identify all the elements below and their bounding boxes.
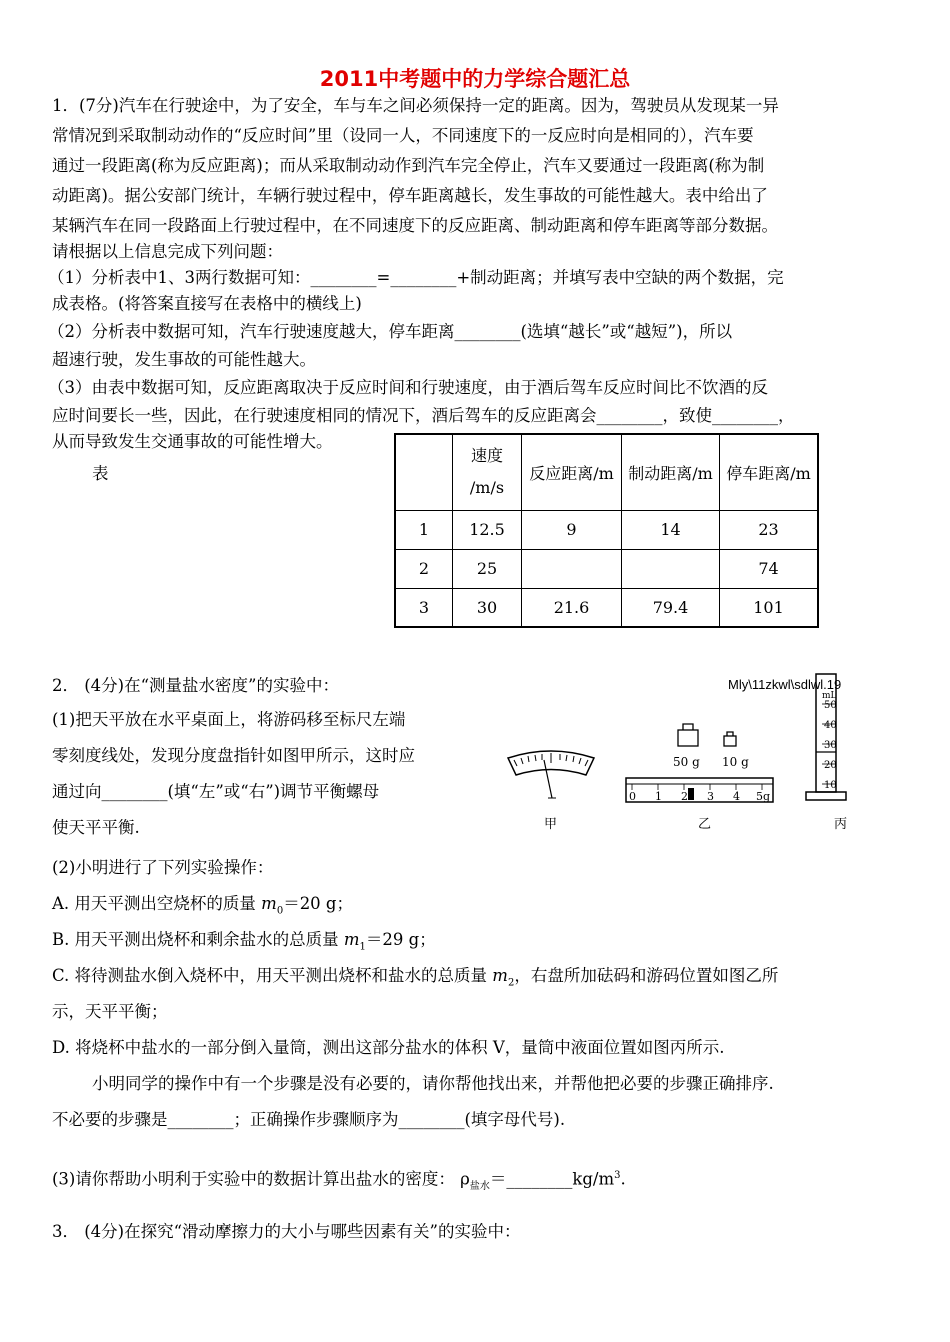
table-header-speed (453, 434, 522, 510)
q1-line: （1）分析表中1、3两行数据可知：________=________+制动距离；并填写表中空缺的两个数据，完 (48, 268, 784, 287)
q2-para: 不必要的步骤是________；正确操作步骤顺序为________(填字母代号). (52, 1110, 566, 1129)
scale-tick: 0 (629, 790, 636, 803)
q2-line: 通过向________(填“左”或“右”)调节平衡螺母 (52, 782, 380, 801)
scale-tick: 1 (655, 790, 662, 803)
table-row (395, 549, 818, 588)
scale-tick: 2 (681, 790, 688, 803)
q1-line: （2）分析表中数据可知，汽车行驶速度越大，停车距离________(选填“越长”或“越短”)，所以 (48, 322, 733, 341)
var-sub: 2 (507, 977, 515, 989)
q2-line: (2)小明进行了下列实验操作： (52, 858, 274, 877)
cylinder-unit: mL (822, 691, 837, 701)
data-table (394, 433, 819, 628)
balance-figure (500, 672, 890, 837)
scale-tick: 4 (733, 790, 740, 803)
table-row (395, 510, 818, 549)
table-header: 制动距离/m (622, 434, 720, 510)
q1-line: 通过一段距离(称为反应距离)；而从采取制动动作到汽车完全停止，汽车又要通过一段距离(称为制 (52, 156, 765, 175)
table-cell: 2 (395, 549, 453, 588)
q1-line: 从而导致发生交通事故的可能性增大。 (52, 432, 333, 451)
option-c-cont: 示，天平平衡； (52, 1002, 168, 1021)
var-m: m (261, 894, 277, 913)
table-cell: 23 (720, 510, 819, 549)
option-text: ＝29 g； (365, 930, 436, 949)
dial-figure (508, 751, 594, 798)
formula-text: ＝________kg/m (489, 1169, 615, 1189)
q1-line: 某辆汽车在同一段路面上行驶过程中，在不同速度下的反应距离、制动距离和停车距离等部分数据。 (52, 216, 778, 235)
table-header: 反应距离/m (522, 434, 622, 510)
figure-label: 甲 (544, 817, 558, 832)
option-b (52, 930, 436, 957)
weight-50g (678, 730, 698, 746)
cylinder-tick: 10 (824, 780, 837, 791)
table-cell: 74 (720, 549, 819, 588)
weight-10g (724, 736, 736, 746)
q2-line: 使天平平衡. (52, 818, 140, 837)
q2-intro: 2． (4分)在“测量盐水密度”的实验中： (52, 676, 339, 695)
var-m: m (492, 966, 508, 985)
question-3: 3． (4分)在探究“滑动摩擦力的大小与哪些因素有关”的实验中： (52, 1222, 521, 1241)
table-cell: 21.6 (522, 588, 622, 627)
weight-label: 50 g (673, 755, 700, 769)
table-header (395, 434, 453, 510)
table-header-text: 速度 (470, 446, 503, 466)
q1-line: 应时间要长一些，因此，在行驶速度相同的情况下，酒后驾车的反应距离会________，致使________， (52, 406, 795, 425)
option-text: C. 将待测盐水倒入烧杯中，用天平测出烧杯和盐水的总质量 (52, 966, 493, 985)
option-text: ，右盘所加砝码和游码位置如图乙所 (514, 966, 779, 985)
q2-p3 (52, 1166, 626, 1197)
q2-para: 小明同学的操作中有一个步骤是没有必要的，请你帮他找出来，并帮他把必要的步骤正确排序. (92, 1074, 774, 1093)
q2-line: (1)把天平放在水平桌面上，将游码移至标尺左端 (52, 710, 406, 729)
table-cell: 79.4 (622, 588, 720, 627)
table-cell: 14 (622, 510, 720, 549)
table-row (395, 588, 818, 627)
q1-line: 请根据以上信息完成下列问题： (52, 242, 283, 261)
table-cell: 12.5 (453, 510, 522, 549)
weight-label: 10 g (722, 755, 749, 769)
scale-tick: 5g (756, 790, 771, 803)
dial-needle (544, 760, 552, 798)
var-sub: 0 (276, 905, 284, 917)
table-cell-blank[interactable] (622, 549, 720, 588)
option-text: B. 用天平测出烧杯和剩余盐水的总质量 (52, 930, 344, 949)
weights-figure (626, 724, 773, 803)
table-cell: 101 (720, 588, 819, 627)
option-c (52, 966, 778, 993)
q1-line: 1．(7分)汽车在行驶途中，为了安全，车与车之间必须保持一定的距离。因为，驾驶员从发现某一异 (52, 96, 779, 115)
formula-text: . (620, 1169, 626, 1189)
q1-line: 动距离)。据公安部门统计，车辆行驶过程中，停车距离越长，发生事故的可能性越大。表中给出了 (52, 186, 768, 205)
rider-marker (688, 788, 694, 800)
option-text: A. 用天平测出空烧杯的质量 (52, 894, 262, 913)
cylinder-tick: 50 (824, 700, 837, 711)
table-label: 表 (92, 464, 109, 483)
option-text: ＝20 g； (283, 894, 353, 913)
formula-sub: 盐水 (469, 1180, 490, 1192)
scale-tick: 3 (707, 790, 714, 803)
page-title: 2011中考题中的力学综合题汇总 (319, 67, 631, 91)
q2-line: 零刻度线处，发现分度盘指针如图甲所示，这时应 (52, 746, 415, 765)
cylinder-tick: 40 (824, 720, 837, 731)
var-m: m (343, 930, 360, 949)
table-cell: 3 (395, 588, 453, 627)
table-header-unit: /m/s (469, 478, 505, 498)
cylinder-figure (806, 674, 846, 800)
table-cell: 25 (453, 549, 522, 588)
watermark-text: Mly\11zkwl\sdlwl.19 (728, 677, 842, 692)
q1-line: 成表格。(将答案直接写在表格中的横线上) (52, 294, 362, 313)
var-sub: 1 (359, 941, 366, 953)
table-cell-blank[interactable] (522, 549, 622, 588)
rider-scale (626, 778, 773, 802)
table-header: 停车距离/m (720, 434, 819, 510)
cylinder-tick: 20 (824, 760, 837, 771)
formula-text: (3)请你帮助小明利于实验中的数据计算出盐水的密度： ρ (52, 1169, 470, 1189)
formula-sup: 3 (614, 1170, 621, 1181)
option-a (52, 894, 353, 921)
option-d: D. 将烧杯中盐水的一部分倒入量筒，测出这部分盐水的体积 V，量筒中液面位置如图丙所示. (52, 1038, 725, 1057)
q1-line: 超速行驶，发生事故的可能性越大。 (52, 350, 316, 369)
table-cell: 9 (522, 510, 622, 549)
figure-label: 丙 (834, 817, 848, 832)
q1-line: 常情况到采取制动动作的“反应时间”里（设同一人，不同速度下的一反应时向是相同的），汽车要 (52, 126, 754, 145)
table-cell: 30 (453, 588, 522, 627)
figure-label: 乙 (698, 817, 712, 832)
q1-line: （3）由表中数据可知，反应距离取决于反应时间和行驶速度，由于酒后驾车反应时间比不饮酒的反 (48, 378, 768, 397)
cylinder-tick: 30 (824, 740, 837, 751)
table-cell: 1 (395, 510, 453, 549)
